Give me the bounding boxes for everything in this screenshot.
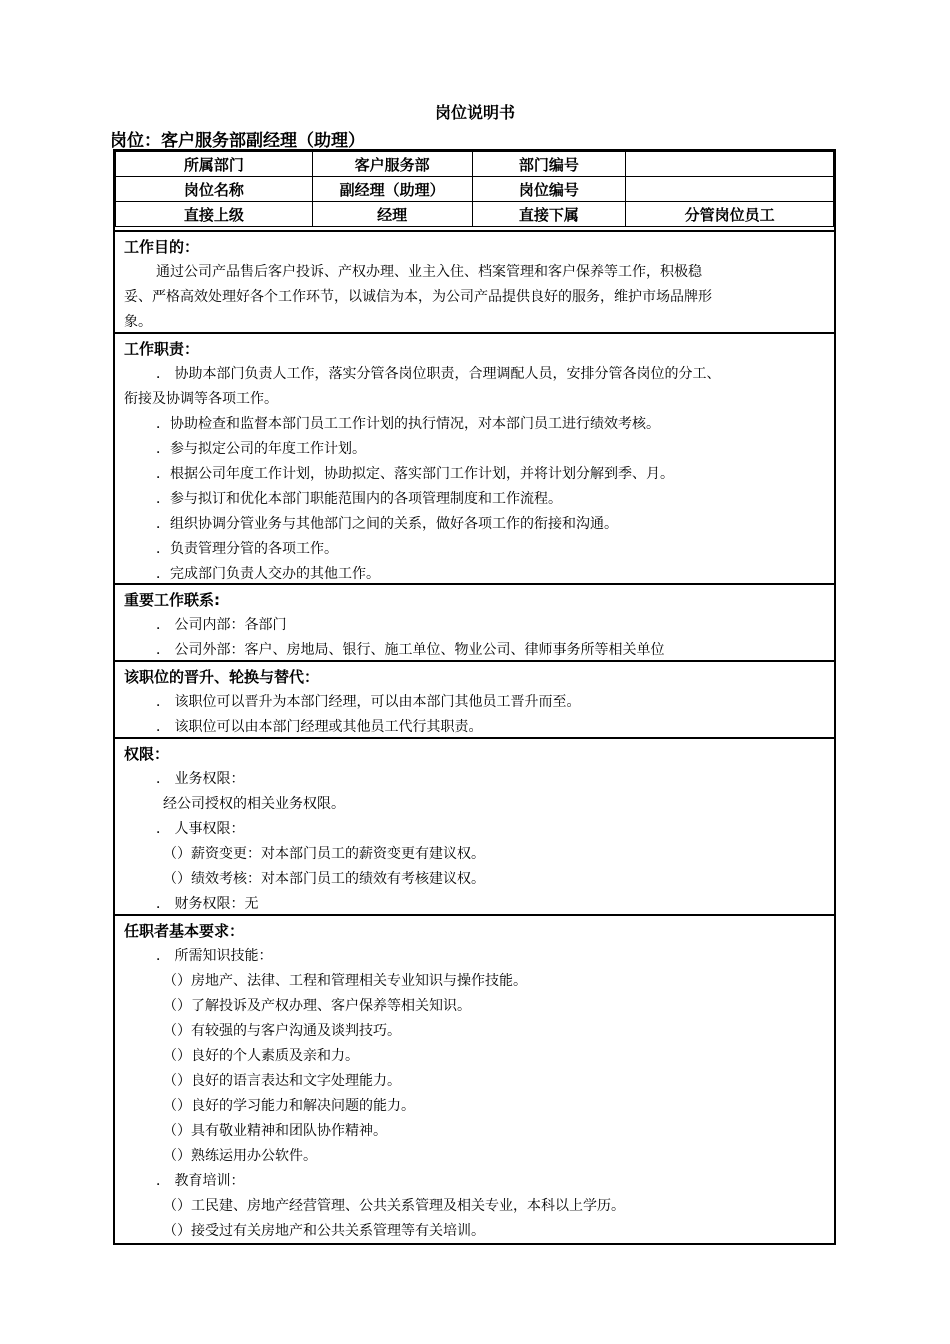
label-position-code: 岗位编号 bbox=[472, 177, 626, 202]
requirement-item: （）有较强的与客户沟通及谈判技巧。 bbox=[163, 1023, 401, 1039]
duty-item: ．组织协调分管业务与其他部门之间的关系，做好各项工作的衔接和沟通。 bbox=[156, 516, 618, 532]
section-requirements bbox=[115, 914, 834, 1243]
promotion-item: ． 该职位可以由本部门经理或其他员工代行其职责。 bbox=[156, 719, 483, 735]
post-title: 岗位：客户服务部副经理（助理） bbox=[110, 131, 365, 151]
duty-item: ．根据公司年度工作计划，协助拟定、落实部门工作计划，并将计划分解到季、月。 bbox=[156, 466, 674, 482]
label-position-name: 岗位名称 bbox=[116, 177, 313, 202]
header-row-position bbox=[116, 177, 834, 202]
requirement-item: （）房地产、法律、工程和管理相关专业知识与操作技能。 bbox=[163, 973, 527, 989]
label-department: 所属部门 bbox=[116, 152, 313, 177]
section-promotion bbox=[115, 660, 834, 736]
authority-item: ． 财务权限：无 bbox=[156, 896, 259, 912]
requirement-item: ． 所需知识技能： bbox=[156, 948, 273, 964]
relation-item: ． 公司外部：客户、房地局、银行、施工单位、物业公司、律师事务所等相关单位 bbox=[156, 642, 665, 658]
requirement-item: （）良好的个人素质及亲和力。 bbox=[163, 1048, 359, 1064]
section-requirements-title: 任职者基本要求： bbox=[124, 922, 245, 940]
label-direct-superior: 直接上级 bbox=[116, 202, 313, 227]
section-purpose bbox=[115, 230, 834, 331]
section-authority bbox=[115, 737, 834, 913]
relation-item: ． 公司内部：各部门 bbox=[156, 617, 287, 633]
authority-item: （）绩效考核：对本部门员工的绩效有考核建议权。 bbox=[163, 871, 485, 887]
purpose-line: 妥、严格高效处理好各个工作环节，以诚信为本，为公司产品提供良好的服务，维护市场品牌形 bbox=[124, 289, 712, 305]
label-direct-subordinate: 直接下属 bbox=[472, 202, 626, 227]
header-row-department bbox=[116, 152, 834, 177]
section-relations-title: 重要工作联系: bbox=[124, 591, 220, 609]
requirement-item: （）良好的学习能力和解决问题的能力。 bbox=[163, 1098, 415, 1114]
value-direct-superior: 经理 bbox=[312, 202, 472, 227]
value-department: 客户服务部 bbox=[312, 152, 472, 177]
purpose-line: 象。 bbox=[124, 314, 152, 330]
value-direct-subordinate: 分管岗位员工 bbox=[626, 202, 834, 227]
value-position-name: 副经理（助理） bbox=[312, 177, 472, 202]
requirement-item: （）工民建、房地产经营管理、公共关系管理及相关专业，本科以上学历。 bbox=[163, 1198, 625, 1214]
section-duties bbox=[115, 332, 834, 582]
requirement-item: （）了解投诉及产权办理、客户保养等相关知识。 bbox=[163, 998, 471, 1014]
purpose-line: 通过公司产品售后客户投诉、产权办理、业主入住、档案管理和客户保养等工作，积极稳 bbox=[156, 264, 702, 280]
requirement-item: （）良好的语言表达和文字处理能力。 bbox=[163, 1073, 401, 1089]
section-authority-title: 权限： bbox=[124, 745, 170, 763]
section-promotion-title: 该职位的晋升、轮换与替代： bbox=[124, 668, 320, 686]
header-row-reporting bbox=[116, 202, 834, 227]
duty-item: ．负责管理分管的各项工作。 bbox=[156, 541, 338, 557]
duty-item: 衔接及协调等各项工作。 bbox=[124, 391, 278, 407]
label-department-code: 部门编号 bbox=[472, 152, 626, 177]
authority-item: （）薪资变更：对本部门员工的薪资变更有建议权。 bbox=[163, 846, 485, 862]
requirement-item: （）熟练运用办公软件。 bbox=[163, 1148, 317, 1164]
authority-item: 经公司授权的相关业务权限。 bbox=[163, 796, 345, 812]
duty-item: ．参与拟定公司的年度工作计划。 bbox=[156, 441, 366, 457]
requirement-item: （）具有敬业精神和团队协作精神。 bbox=[163, 1123, 387, 1139]
duty-item: ．完成部门负责人交办的其他工作。 bbox=[156, 566, 380, 582]
section-relations bbox=[115, 583, 834, 659]
section-duties-title: 工作职责： bbox=[124, 340, 200, 358]
section-purpose-title: 工作目的： bbox=[124, 238, 200, 256]
value-department-code bbox=[626, 152, 834, 177]
value-position-code bbox=[626, 177, 834, 202]
duty-item: ． 协助本部门负责人工作，落实分管各岗位职责，合理调配人员，安排分管各岗位的分工、 bbox=[156, 366, 721, 382]
header-table bbox=[115, 151, 834, 227]
duty-item: ．参与拟订和优化本部门职能范围内的各项管理制度和工作流程。 bbox=[156, 491, 562, 507]
promotion-item: ． 该职位可以晋升为本部门经理，可以由本部门其他员工晋升而至。 bbox=[156, 694, 581, 710]
authority-item: ． 人事权限： bbox=[156, 821, 245, 837]
document-title: 岗位说明书 bbox=[434, 103, 515, 122]
duty-item: ．协助检查和监督本部门员工工作计划的执行情况，对本部门员工进行绩效考核。 bbox=[156, 416, 660, 432]
requirement-item: （）接受过有关房地产和公共关系管理等有关培训。 bbox=[163, 1223, 485, 1239]
requirement-item: ． 教育培训： bbox=[156, 1173, 245, 1189]
authority-item: ． 业务权限： bbox=[156, 771, 245, 787]
